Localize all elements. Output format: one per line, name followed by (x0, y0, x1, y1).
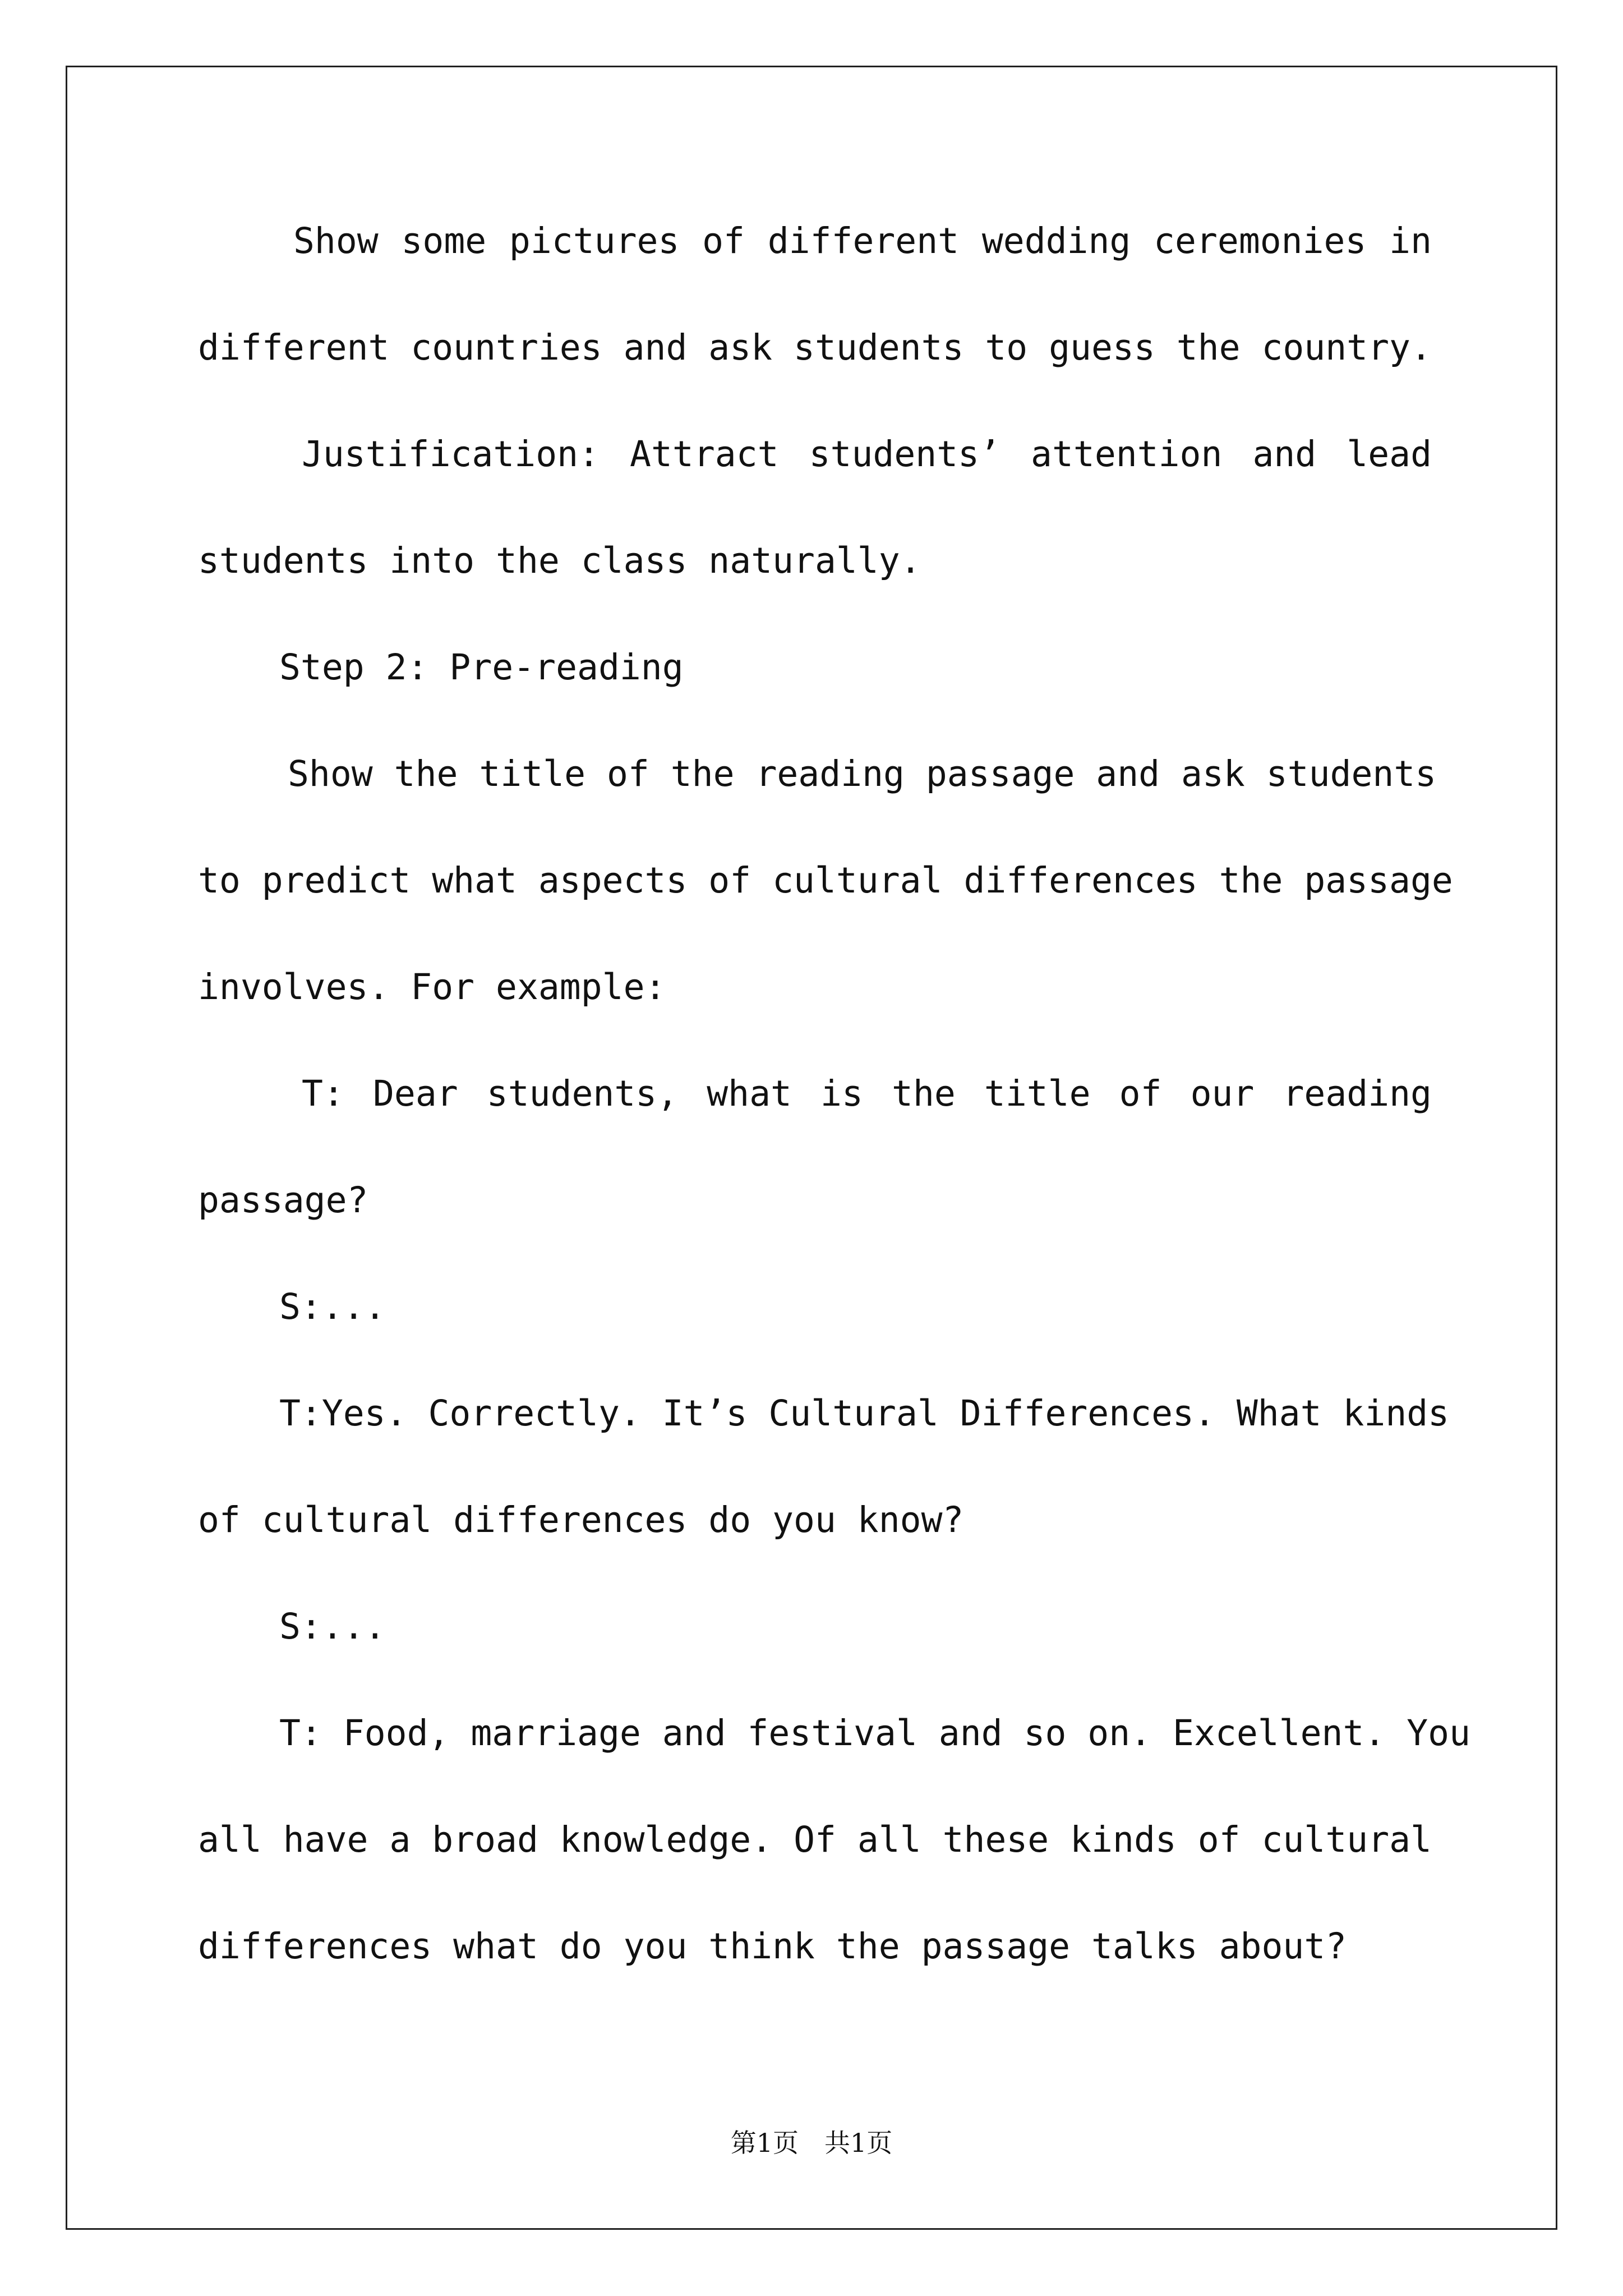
paragraph-line: involves. For example: (198, 967, 666, 1007)
paragraph-line: Justification: Attract students’ attention and lead (302, 434, 1432, 475)
paragraph-line: Show some pictures of different wedding ceremonies in (293, 220, 1432, 261)
dialogue-line: passage? (198, 1180, 368, 1221)
paragraph-line: different countries and ask students to guess the country. (198, 327, 1432, 368)
dialogue-line: all have a broad knowledge. Of all these kinds of cultural (198, 1819, 1432, 1860)
dialogue-line: T: Dear students, what is the title of our reading (302, 1073, 1432, 1114)
dialogue-line: T: Food, marriage and festival and so on. Excellent. You (279, 1713, 1471, 1754)
dialogue-line: T:Yes. Correctly. It’s Cultural Differences. What kinds (279, 1393, 1450, 1434)
dialogue-line: differences what do you think the passage talks about? (198, 1926, 1347, 1967)
paragraph-line: students into the class naturally. (198, 540, 921, 581)
dialogue-line: S:... (279, 1606, 386, 1647)
dialogue-line: of cultural differences do you know? (198, 1499, 964, 1540)
page-number-footer: 第1页 共1页 (730, 2128, 893, 2158)
dialogue-line: S:... (279, 1286, 386, 1327)
paragraph-line: Show the title of the reading passage and ask students (288, 753, 1437, 794)
paragraph-line: to predict what aspects of cultural differences the passage (198, 860, 1453, 901)
page-border (66, 66, 1557, 2230)
section-heading: Step 2: Pre-reading (279, 647, 684, 688)
